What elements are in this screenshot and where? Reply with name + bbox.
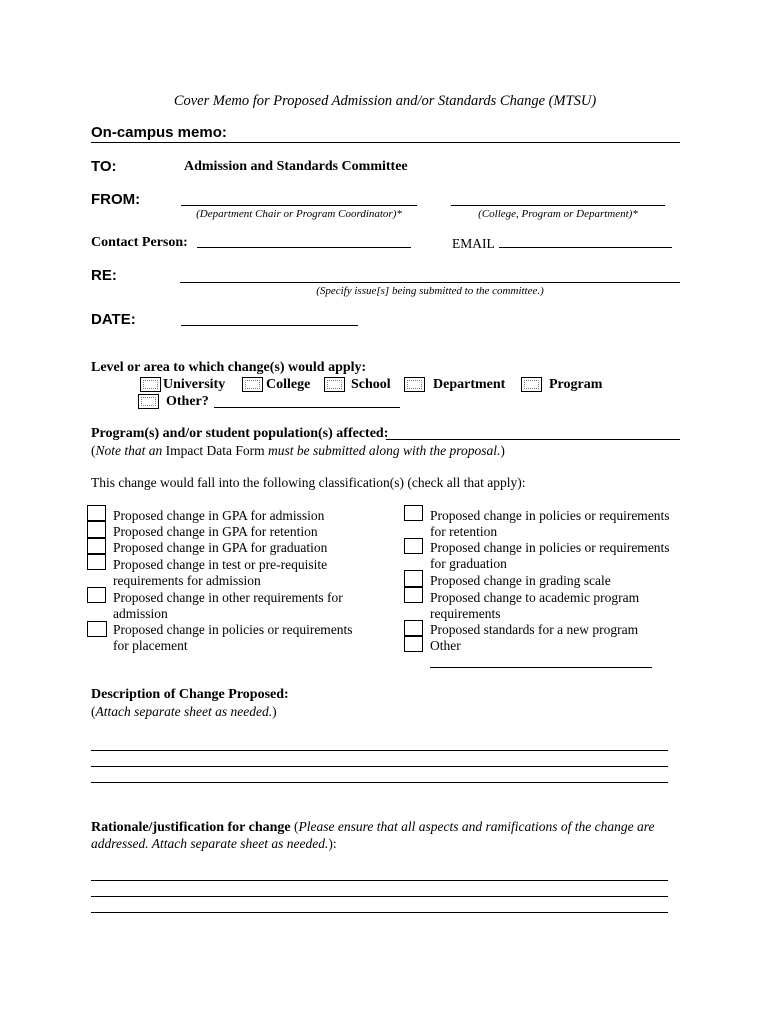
option-text: for placement — [113, 638, 188, 654]
contact-label: Contact Person: — [91, 235, 188, 250]
other-classification-field[interactable] — [430, 667, 652, 668]
option-text: Proposed standards for a new program — [430, 622, 639, 637]
date-label: DATE: — [91, 311, 136, 328]
gpa-graduation-checkbox[interactable] — [87, 538, 106, 554]
impact-note-italic-1: Note that an — [95, 443, 163, 458]
email-label: EMAIL — [452, 236, 495, 251]
impact-note-close: ) — [500, 443, 505, 458]
rationale-note-close: ): — [328, 836, 337, 851]
re-caption: (Specify issue[s] being submitted to the committee.) — [316, 285, 544, 297]
rationale-heading — [91, 819, 654, 836]
left-option-3 — [113, 540, 327, 556]
new-program-standards-checkbox[interactable] — [404, 620, 423, 636]
right-option-1 — [430, 508, 670, 541]
level-program-label: Program — [549, 377, 603, 392]
option-text: Proposed change in GPA for graduation — [113, 540, 328, 555]
description-line-3[interactable] — [91, 782, 668, 783]
option-text: Proposed change in policies or requirements — [430, 540, 670, 555]
re-field[interactable] — [180, 282, 680, 283]
impact-note-open: ( — [91, 443, 96, 458]
right-option-5 — [430, 622, 638, 638]
other-admission-req-checkbox[interactable] — [87, 587, 106, 603]
rationale-line-3[interactable] — [91, 912, 668, 913]
description-line-1[interactable] — [91, 750, 668, 751]
right-option-2 — [430, 540, 670, 573]
level-school-label: School — [351, 377, 391, 392]
level-college-label: College — [266, 377, 311, 392]
from-unit-field[interactable] — [451, 205, 665, 206]
level-college-checkbox[interactable] — [242, 377, 263, 392]
rationale-line-1[interactable] — [91, 880, 668, 881]
test-prereq-checkbox[interactable] — [87, 554, 106, 570]
option-text: Proposed change to academic program — [430, 590, 640, 605]
other-classification-checkbox[interactable] — [404, 636, 423, 652]
level-program-checkbox[interactable] — [521, 377, 542, 392]
left-option-6 — [113, 622, 353, 655]
programs-affected-field[interactable] — [386, 439, 680, 440]
left-option-1 — [113, 508, 324, 524]
email-field[interactable] — [499, 247, 672, 248]
grading-scale-checkbox[interactable] — [404, 570, 423, 587]
description-note-open: ( — [91, 704, 96, 719]
option-text: Other — [430, 638, 461, 653]
option-text: Proposed change in grading scale — [430, 573, 611, 588]
academic-program-req-checkbox[interactable] — [404, 587, 423, 603]
option-text: Proposed change in other requirements for — [113, 590, 343, 605]
graduation-policy-checkbox[interactable] — [404, 538, 423, 554]
rationale-note-italic-1: Please ensure that all aspects and ramifications of the change are — [298, 819, 655, 834]
option-text: for retention — [430, 524, 498, 540]
rationale-line-2[interactable] — [91, 896, 668, 897]
level-department-checkbox[interactable] — [404, 377, 425, 392]
page-title: Cover Memo for Proposed Admission and/or Standards Change (MTSU) — [173, 93, 597, 109]
right-option-6 — [430, 638, 461, 654]
level-other-checkbox[interactable] — [138, 394, 159, 409]
option-text: Proposed change in GPA for admission — [113, 508, 325, 523]
right-option-4 — [430, 590, 639, 623]
gpa-retention-checkbox[interactable] — [87, 521, 106, 538]
to-label: TO: — [91, 158, 117, 175]
level-heading: Level or area to which change(s) would apply: — [91, 360, 367, 375]
memo-heading: On-campus memo: — [91, 124, 227, 141]
left-option-2 — [113, 524, 318, 540]
left-option-4 — [113, 557, 327, 590]
programs-affected-label: Program(s) and/or student population(s) affected: — [91, 426, 389, 441]
rationale-note-line2 — [91, 836, 337, 852]
impact-note-italic-2: must be submitted along with the proposal. — [267, 443, 501, 458]
date-field[interactable] — [181, 325, 358, 326]
description-heading: Description of Change Proposed: — [91, 687, 289, 702]
option-text: Proposed change in policies or requirements — [430, 508, 670, 523]
gpa-admission-checkbox[interactable] — [87, 505, 106, 521]
option-text: Proposed change in GPA for retention — [113, 524, 318, 539]
level-other-label: Other? — [166, 394, 209, 409]
description-note-close: ) — [272, 704, 277, 719]
description-line-2[interactable] — [91, 766, 668, 767]
level-department-label: Department — [433, 377, 506, 392]
rationale-heading-bold: Rationale/justification for change — [91, 820, 291, 835]
left-option-5 — [113, 590, 343, 623]
contact-person-field[interactable] — [197, 247, 411, 248]
placement-policy-checkbox[interactable] — [87, 621, 107, 637]
right-option-3 — [430, 573, 611, 589]
classification-intro: This change would fall into the following classification(s) (check all that apply): — [91, 475, 526, 490]
re-label: RE: — [91, 267, 117, 284]
level-other-field[interactable] — [214, 407, 400, 408]
description-note — [91, 704, 277, 720]
impact-data-note — [91, 443, 505, 459]
rationale-note-open: ( — [290, 819, 299, 834]
from-name-field[interactable] — [181, 205, 417, 206]
option-text: for graduation — [430, 556, 507, 572]
from-label: FROM: — [91, 191, 141, 208]
impact-note-plain: Impact Data Form — [162, 443, 268, 458]
option-text: admission — [113, 606, 168, 622]
level-university-label: University — [163, 377, 226, 392]
option-text: requirements — [430, 606, 501, 622]
level-university-checkbox[interactable] — [140, 377, 161, 392]
from-caption-right: (College, Program or Department)* — [478, 208, 638, 220]
to-value: Admission and Standards Committee — [184, 159, 408, 174]
option-text: Proposed change in policies or requirements — [113, 622, 353, 637]
option-text: requirements for admission — [113, 573, 261, 589]
option-text: Proposed change in test or pre-requisite — [113, 557, 328, 572]
retention-policy-checkbox[interactable] — [404, 505, 423, 521]
memo-heading-underline — [91, 142, 680, 143]
rationale-note-italic-2: addressed. Attach separate sheet as needed. — [91, 836, 329, 851]
from-caption-left: (Department Chair or Program Coordinator)* — [196, 208, 402, 220]
description-note-italic: Attach separate sheet as needed. — [95, 704, 273, 719]
level-school-checkbox[interactable] — [324, 377, 345, 392]
